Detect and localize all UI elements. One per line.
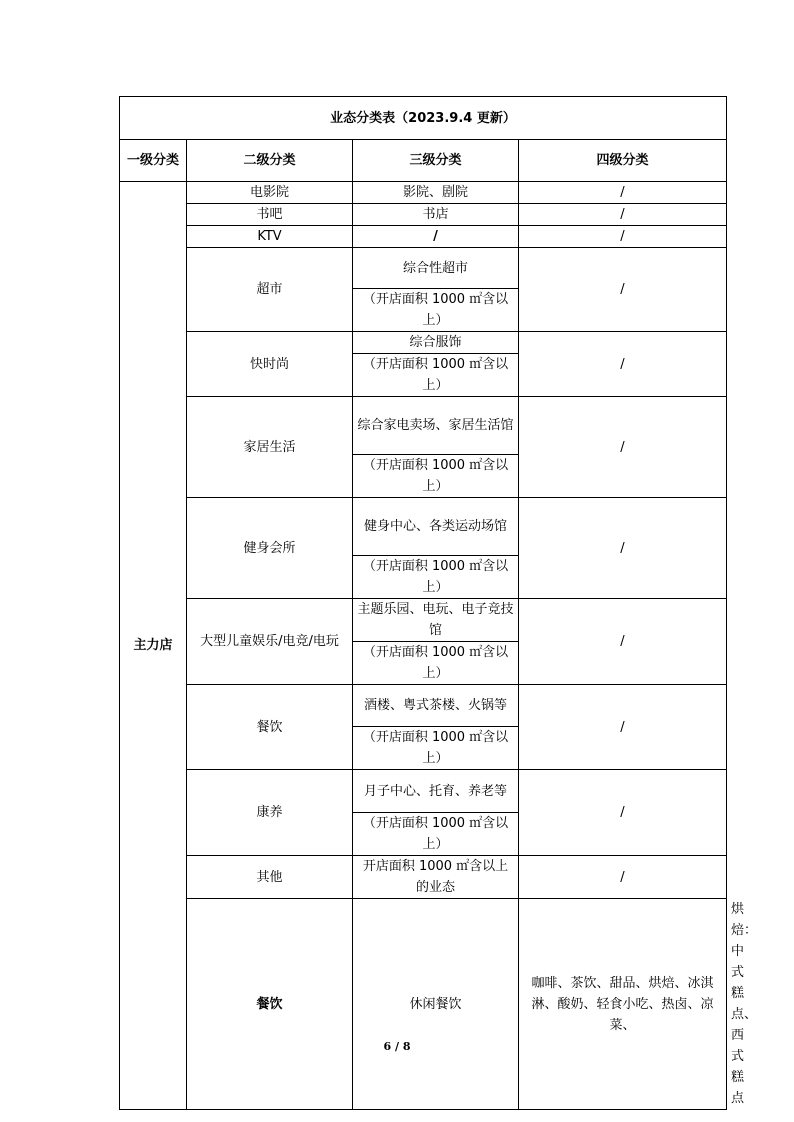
category-main-store: 主力店 (120, 182, 187, 1110)
level3-kids-entertainment: 主题乐园、电玩、电子竞技馆 (353, 599, 519, 642)
level2-cinema: 电影院 (187, 182, 353, 204)
level2-fast-fashion: 快时尚 (187, 332, 353, 397)
level4-home-living: / (519, 397, 727, 498)
level4-fitness: / (519, 498, 727, 599)
header-level3: 三级分类 (353, 140, 519, 182)
level3-wellness-note: （开店面积 1000 ㎡含以上） (353, 813, 519, 856)
page-number: 6 / 8 (383, 1040, 411, 1053)
level3-casual-dining: 咖啡、茶饮、甜品、烘焙、冰淇淋、酸奶、轻食小吃、热卤、凉菜、 (519, 899, 727, 1110)
level3-fast-fashion: 综合服饰 (353, 332, 519, 354)
level2-main-dining: 餐饮 (187, 685, 353, 770)
business-category-table: 业态分类表（2023.9.4 更新） 一级分类 二级分类 三级分类 四级分类 主力店 电影院 影院、剧院 / 书吧 书店 / KTV / / 超市 综合性超市 / （开店面积 1000 ㎡含以上） 快时尚 综合服饰 / （开店面积 1000 ㎡含以上） 家居生活 综合家电卖场、家居生活馆 / （开店面积 1000 ㎡含以上） 健身会所 健身中心、各类运动场馆 / （开店面积 1000 ㎡含以上） 大型儿童娱乐/电竞/电玩 主题乐园、电玩、电子竞技馆 / （开店面积 1000 ㎡含以上） 餐饮 酒楼、粤式茶楼、火锅等 / （开店面积 1000 ㎡含以上） 康养 月子中心、托育、养老等 / （开店面积 1000 ㎡含以上） 其他 开店面积 1000 ㎡含以上的业态 / 餐饮 休闲餐饮 咖啡、茶饮、甜品、烘焙、冰淇淋、酸奶、轻食小吃、热卤、凉菜、 烘焙：中式糕点、西式糕点 (119, 96, 727, 1110)
level2-supermarket: 超市 (187, 248, 353, 332)
level4-main-dining: / (519, 685, 727, 770)
level2-wellness: 康养 (187, 770, 353, 856)
level2-fitness: 健身会所 (187, 498, 353, 599)
level4-supermarket: / (519, 248, 727, 332)
level2-ktv: KTV (187, 226, 353, 248)
level3-home-living-note: （开店面积 1000 ㎡含以上） (353, 455, 519, 498)
level3-supermarket-note: （开店面积 1000 ㎡含以上） (353, 289, 519, 332)
level3-wellness: 月子中心、托育、养老等 (353, 770, 519, 813)
table-title: 业态分类表（2023.9.4 更新） (120, 97, 727, 140)
level3-kids-entertainment-note: （开店面积 1000 ㎡含以上） (353, 642, 519, 685)
level3-other: 开店面积 1000 ㎡含以上的业态 (353, 856, 519, 899)
level3-ktv: / (353, 226, 519, 248)
level3-home-living: 综合家电卖场、家居生活馆 (353, 397, 519, 455)
level4-ktv: / (519, 226, 727, 248)
level2-bookbar: 书吧 (187, 204, 353, 226)
level2-other: 其他 (187, 856, 353, 899)
level4-cinema: / (519, 182, 727, 204)
category-dining: 餐饮 (187, 899, 353, 1110)
level3-main-dining: 酒楼、粤式茶楼、火锅等 (353, 685, 519, 727)
level4-wellness: / (519, 770, 727, 856)
level3-cinema: 影院、剧院 (353, 182, 519, 204)
header-level1: 一级分类 (120, 140, 187, 182)
level3-main-dining-note: （开店面积 1000 ㎡含以上） (353, 727, 519, 770)
level2-kids-entertainment: 大型儿童娱乐/电竞/电玩 (187, 599, 353, 685)
level4-bookbar: / (519, 204, 727, 226)
level3-supermarket: 综合性超市 (353, 248, 519, 289)
level3-fast-fashion-note: （开店面积 1000 ㎡含以上） (353, 354, 519, 397)
header-level2: 二级分类 (187, 140, 353, 182)
level3-bookbar: 书店 (353, 204, 519, 226)
level3-fitness: 健身中心、各类运动场馆 (353, 498, 519, 556)
level4-fast-fashion: / (519, 332, 727, 397)
header-level4: 四级分类 (519, 140, 727, 182)
level3-fitness-note: （开店面积 1000 ㎡含以上） (353, 556, 519, 599)
level2-home-living: 家居生活 (187, 397, 353, 498)
level4-other: / (519, 856, 727, 899)
level4-kids-entertainment: / (519, 599, 727, 685)
level2-casual-dining: 休闲餐饮 (353, 899, 519, 1110)
